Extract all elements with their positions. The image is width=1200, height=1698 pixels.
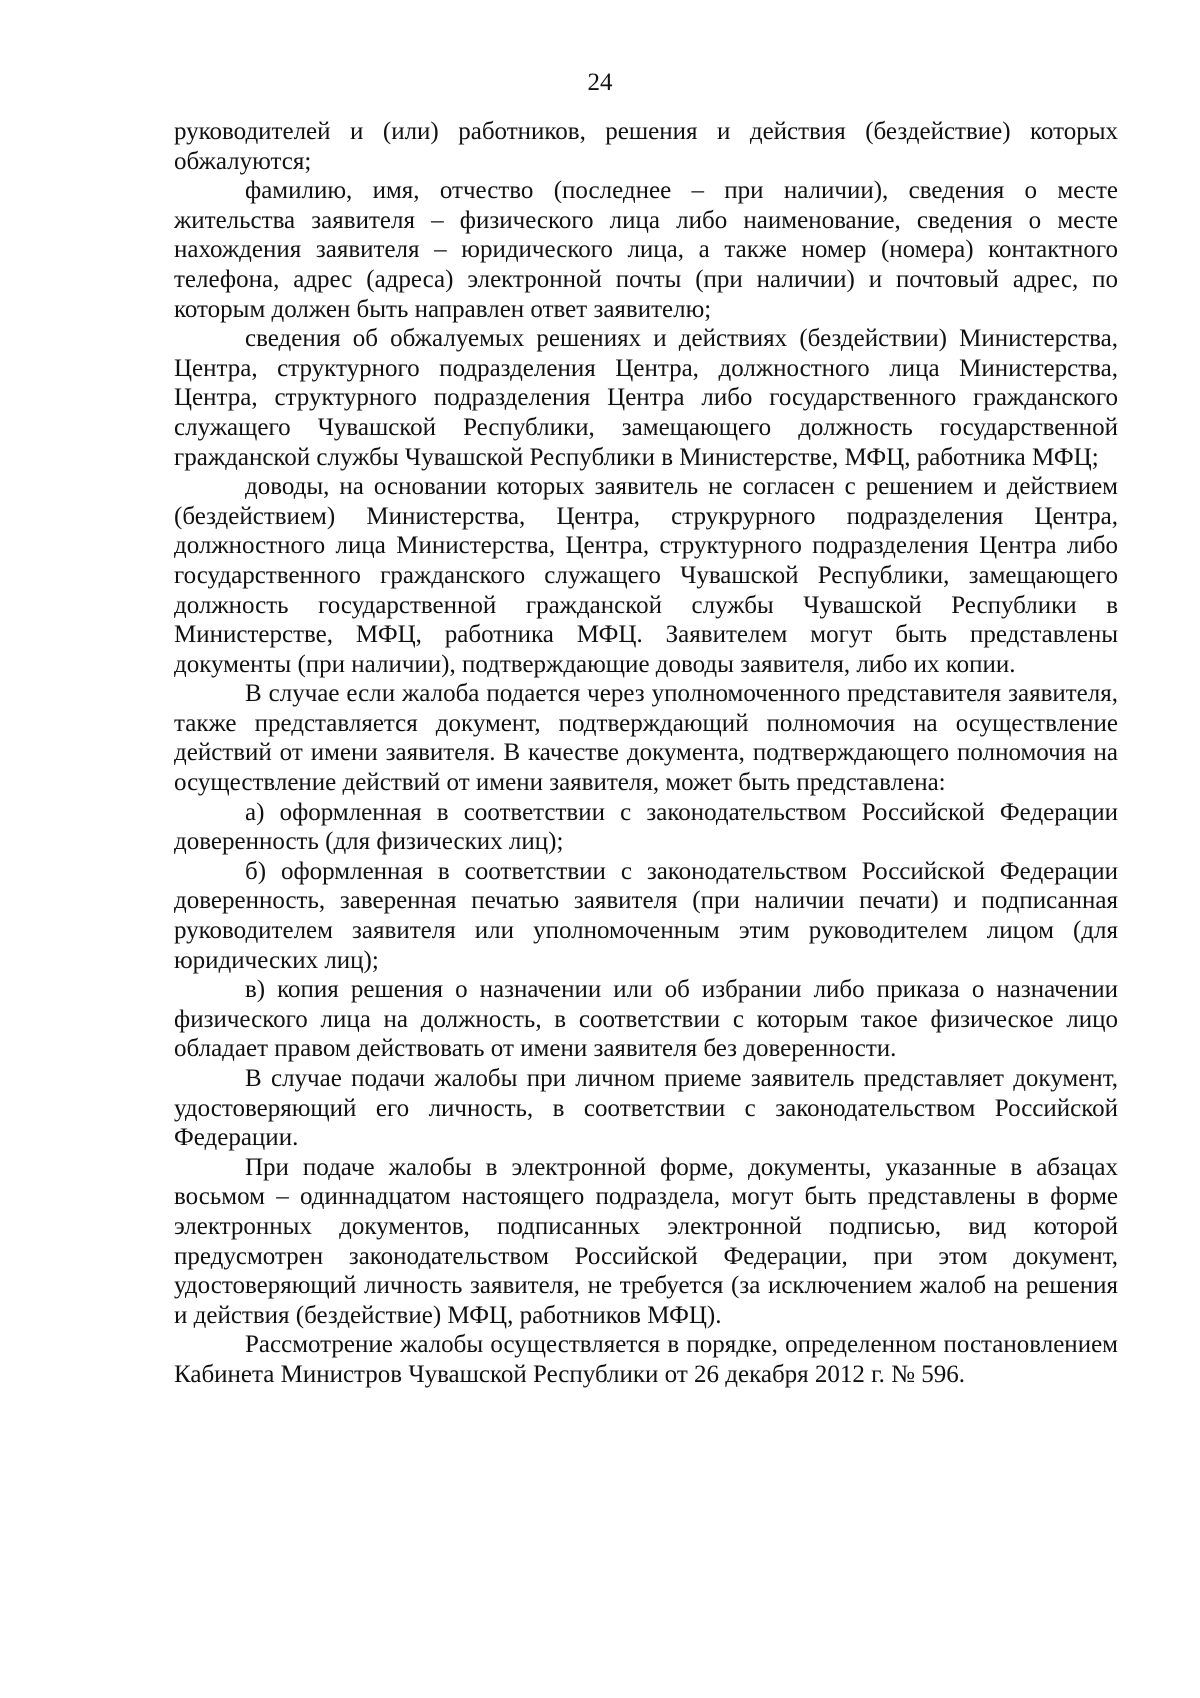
list-item-a: а) оформленная в соответствии с законодательством Российской Федерации доверенность (для физических лиц);: [174, 798, 1118, 856]
paragraph-continuation: руководителей и (или) работников, решения и действия (бездействие) которых обжалуются;: [174, 118, 1118, 175]
list-item-b: б) оформленная в соответствии с законодательством Российской Федерации доверенность, заверенная печатью заявителя (при наличии печати) и подписанная руководителем заявителя или уполномоченным этим руководителем лицом (для юридических лиц);: [174, 857, 1118, 974]
list-item-v: в) копия решения о назначении или об избрании либо приказа о назначении физического лица на должность, в соответствии с которым такое физическое лицо обладает правом действовать от имени заявителя без доверенности.: [174, 976, 1118, 1063]
page-number: 24: [587, 69, 613, 96]
paragraph-review-procedure: Рассмотрение жалобы осуществляется в порядке, определенном постановлением Кабинета Министров Чувашской Республики от 26 декабря 2012 г. № 596.: [174, 1331, 1118, 1388]
paragraph-appealed-decisions: сведения об обжалуемых решениях и действиях (бездействии) Министерства, Центра, структурного подразделения Центра, должностного лица Министерства, Центра, структурного подразделения Центра либо государственного гражданского служащего Чувашской Республики, замещающего должность государственной гражданской службы Чувашской Республики в Министерстве, МФЦ, работника МФЦ;: [174, 325, 1118, 471]
paragraph-electronic-form: При подаче жалобы в электронной форме, документы, указанные в абзацах восьмом – одиннадцатом настоящего подраздела, могут быть представлены в форме электронных документов, подписанных электронной подписью, вид которой предусмотрен законодательством Российской Федерации, при этом документ, удостоверяющий личность заявителя, не требуется (за исключением жалоб на решения и действия (бездействие) МФЦ, работников МФЦ).: [174, 1153, 1118, 1329]
document-body: [174, 117, 1118, 1390]
paragraph-applicant-identity: фамилию, имя, отчество (последнее – при наличии), сведения о месте жительства заявителя – физического лица либо наименование, сведения о месте нахождения заявителя – юридического лица, а также номер (номера) контактного телефона, адрес (адреса) электронной почты (при наличии) и почтовый адрес, по которым должен быть направлен ответ заявителю;: [174, 177, 1118, 323]
paragraph-arguments: доводы, на основании которых заявитель не согласен с решением и действием (бездействием) Министерства, Центра, струкрурного подразделения Центра, должностного лица Министерства, Центра, структурного подразделения Центра либо государственного гражданского служащего Чувашской Республики, замещающего должность государственной гражданской службы Чувашской Республики в Министерстве, МФЦ, работника МФЦ. Заявителем могут быть представлены документы (при наличии), подтверждающие доводы заявителя, либо их копии.: [174, 473, 1118, 678]
paragraph-representative: В случае если жалоба подается через уполномоченного представителя заявителя, также представляется документ, подтверждающий полномочия на осуществление действий от имени заявителя. В качестве документа, подтверждающего полномочия на осуществление действий от имени заявителя, может быть представлена:: [174, 680, 1118, 797]
paragraph-personal-reception: В случае подачи жалобы при личном приеме заявитель представляет документ, удостоверяющий его личность, в соответствии с законодательством Российской Федерации.: [174, 1065, 1118, 1152]
